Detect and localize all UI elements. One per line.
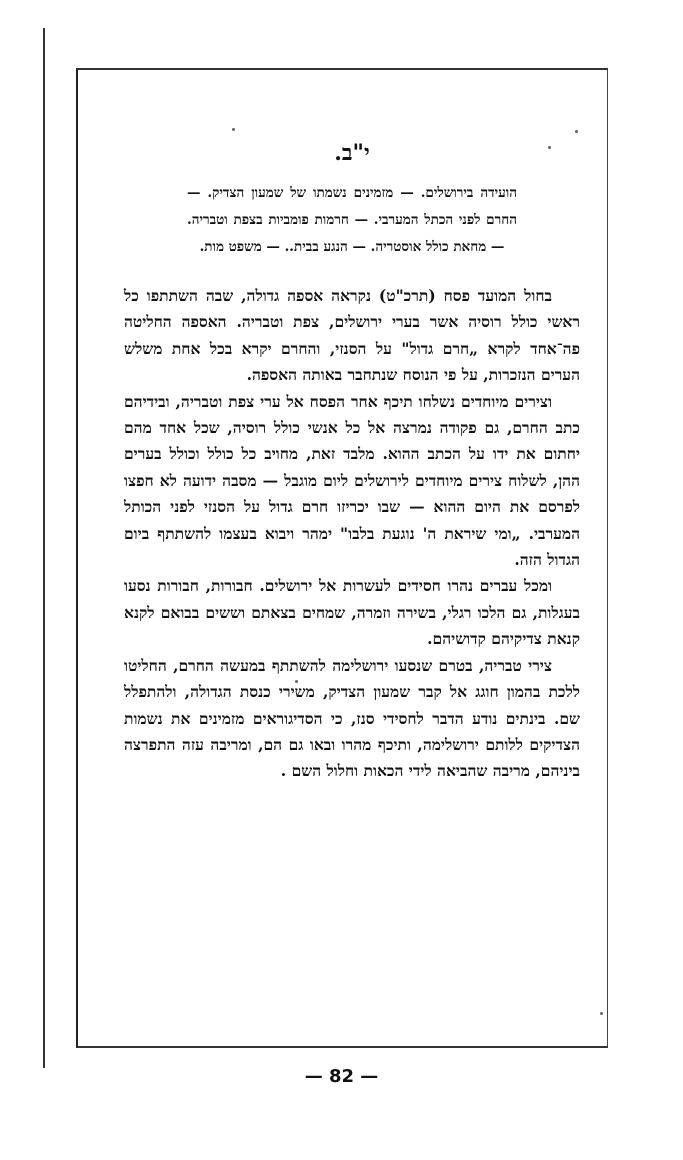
print-speck [575, 130, 578, 133]
page-text [124, 140, 580, 785]
print-speck [232, 128, 235, 131]
paragraph: ומכל עברים נהרו חסידים לעשרות אל ירושלים. חבורות, חבורות נסעו בעגלות, גם הלכו רגלי, בשירה וזמרה, שמחים בצאתם וששים בבואם לקנא קנאת צדיקיהם קדושיהם. [124, 576, 580, 649]
paragraph: צירי טבריה, בטרם שנסעו ירושלימה להשתתף במעשה החרם, החליטו ללכת בהמון חוגג אל קבר שמעון הצדיק, משירי כנסת הגדולה, ולהתפלל שם. בינתים נודע הדבר לחסידי סנז, כי הסדיגוראים מזמינים את נשמות הצדיקים ללותם ירושלימה, ותיכף מהרו ובאו גם הם, ומריבה עזה התפרצה ביניהם, מריבה שהביאה לידי הכאות וחלול השם . [124, 655, 580, 781]
paragraph: וצירים מיוחדים נשלחו תיכף אחר הפסח אל ערי צפת וטבריה, ובידיהם כתב החרם, גם פקודה נמרצה אל כל אנשי כולל רוסיה, שכל אחד מהם יחתום את ידו על הכתב ההוא. מלבד זאת, מחויב כל כולל וכולל בערים ההן, לשלוח צירים מיוחדים לירושלים ליום מוגבל — מסבה ידועה לא חפצו לפרסם את היום ההוא — שבו יכריזו חרם גדול על הסנזי לפני הכותל המערבי. „ומי שיראת ה' נוגעת בלבו" ימהר ויבוא בעצמו להשתתף ביום הגדול הזה. [124, 391, 580, 570]
print-speck [600, 1012, 603, 1015]
outer-margin-rule [43, 28, 45, 1068]
chapter-summary: הועידה בירושלים. — מזמינים נשמתו של שמעון הצדיק. — החרם לפני הכתל המערבי. — חרמות פומביות בצפת וטבריה. — מחאת כולל אוסטריה. — הנגע בבית.. — משפט מות. [187, 185, 517, 255]
chapter-title: י"ב. [334, 140, 370, 166]
page-number: — 82 — [304, 1066, 379, 1087]
paragraph: בחול המועד פסח (תרכ"ט) נקראה אספה גדולה, שבה השתתפו כל ראשי כולל רוסיה אשר בערי ירושלים, צפת וטבריה. האספה החליטה פה־אחד לקרא „חרם גדול" על הסנזי, והחרם יקרא בכל אחת משלש הערים הנזכרות, על פי הנוסח שנתחבר באותה האספה. [124, 286, 580, 385]
